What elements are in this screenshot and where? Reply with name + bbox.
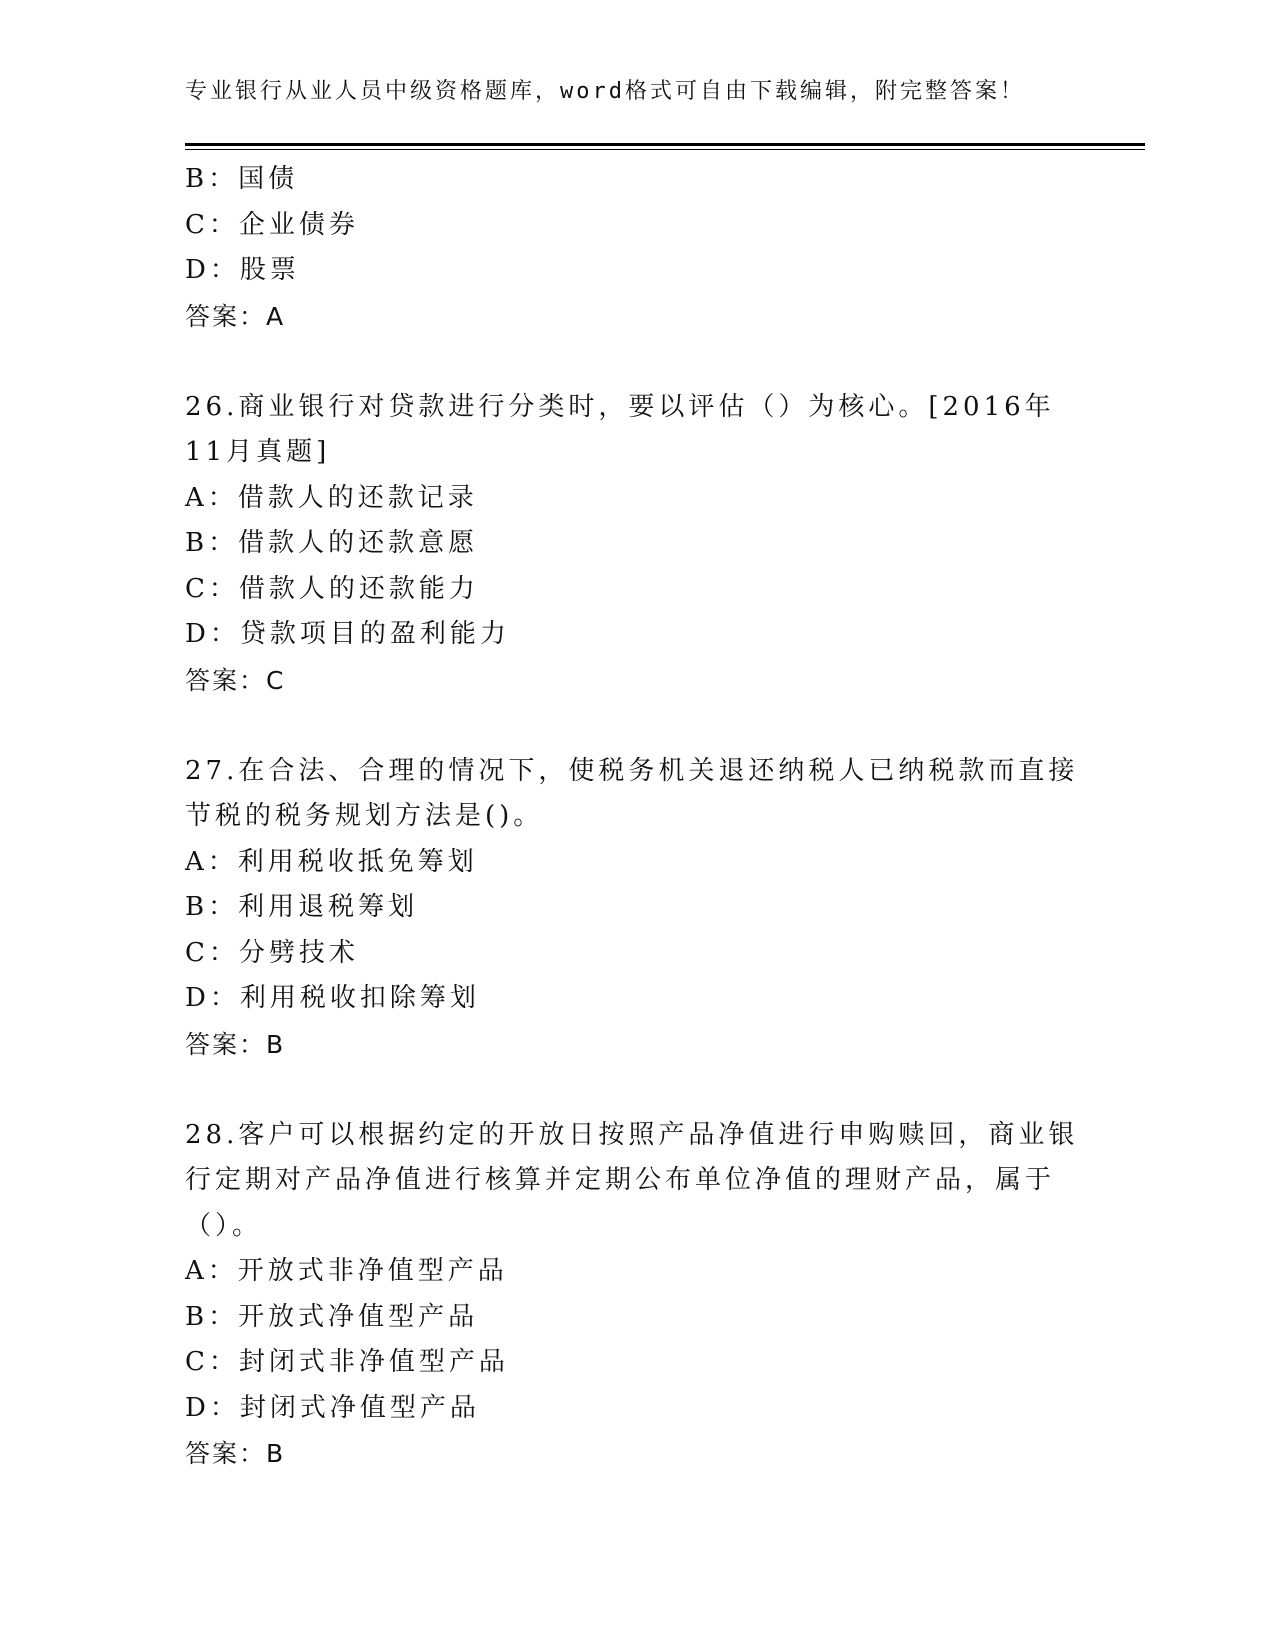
answer-line: 答案：A — [185, 301, 286, 331]
option-b: B：开放式净值型产品 — [185, 1301, 479, 1332]
header-rule-thin — [185, 149, 1145, 150]
option-b: B：国债 — [185, 164, 299, 194]
question-list — [185, 157, 1085, 1477]
question-text: 27.在合法、合理的情况下，使税务机关退还纳税人已纳税款而直接节税的税务规划方法是()。 — [185, 755, 1079, 831]
option-d: D：封闭式净值型产品 — [185, 1392, 480, 1423]
option-a: A：利用税收抵免筹划 — [185, 846, 478, 877]
question-block — [185, 157, 1085, 339]
option-c: C：封闭式非净值型产品 — [185, 1347, 509, 1377]
answer-line: 答案：B — [185, 1029, 286, 1059]
question-block — [185, 749, 1085, 1068]
option-c: C：分劈技术 — [185, 937, 359, 968]
question-text: 28.客户可以根据约定的开放日按照产品净值进行申购赎回，商业银行定期对产品净值进行核算并定期公布单位净值的理财产品，属于（）。 — [185, 1119, 1079, 1241]
option-b: B：借款人的还款意愿 — [185, 528, 479, 558]
answer-line: 答案：C — [185, 665, 286, 695]
answer-line: 答案：B — [185, 1439, 286, 1468]
option-d: D：股票 — [185, 255, 300, 285]
option-c: C：借款人的还款能力 — [185, 573, 479, 604]
option-b: B：利用退税筹划 — [185, 892, 419, 922]
option-d: D：贷款项目的盈利能力 — [185, 619, 510, 649]
question-block — [185, 385, 1085, 704]
option-a: A：开放式非净值型产品 — [185, 1256, 508, 1286]
option-a: A：借款人的还款记录 — [185, 482, 478, 513]
question-text: 26.商业银行对贷款进行分类时，要以评估（）为核心。[2016年11月真题] — [185, 391, 1055, 467]
option-d: D：利用税收扣除筹划 — [185, 983, 480, 1013]
option-c: C：企业债券 — [185, 209, 359, 240]
page-header: 专业银行从业人员中级资格题库，word格式可自由下载编辑，附完整答案！ — [185, 79, 1025, 104]
question-block — [185, 1113, 1085, 1477]
header-rule-thick — [185, 143, 1145, 146]
